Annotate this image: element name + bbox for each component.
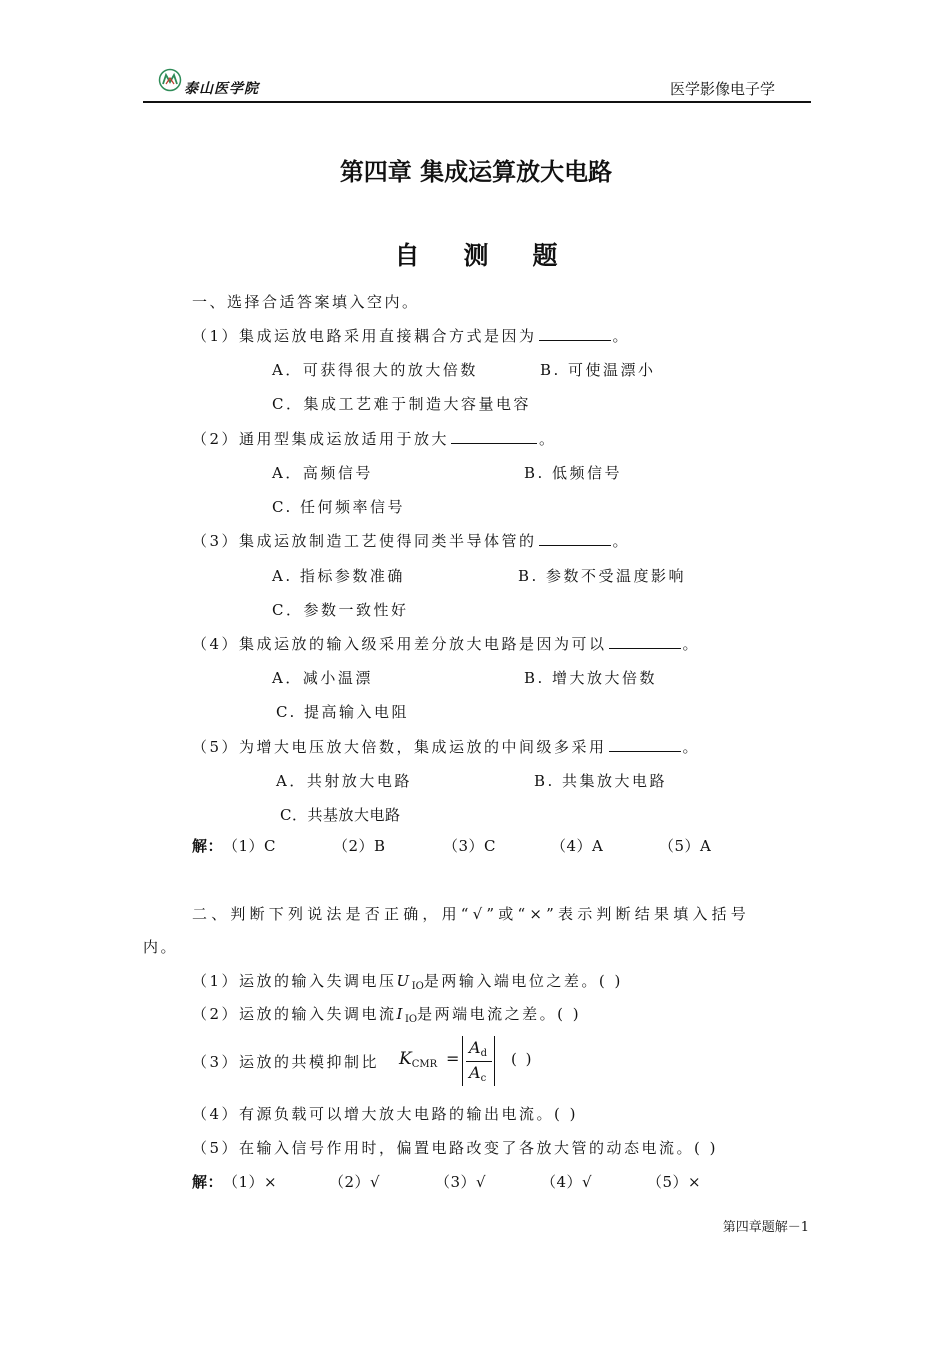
answer-blank	[609, 736, 681, 752]
school-logo-icon	[158, 68, 182, 92]
option-a: A．共射放大电路	[276, 772, 412, 790]
abs-bar-right	[494, 1036, 495, 1086]
school-name: 泰山医学院	[184, 81, 259, 97]
answer-item: （1）C	[223, 837, 277, 855]
answer-blank	[539, 530, 611, 546]
option-a: A. 指标参数准确	[272, 567, 405, 585]
question-5: （5）为增大电压放大倍数，集成运放的中间级多采用 。	[192, 738, 701, 756]
option-c: C．集成工艺难于制造大容量电容	[272, 395, 531, 413]
formula-numerator: $A_d$	[469, 1038, 487, 1059]
option-a: A．高频信号	[272, 464, 373, 482]
header-divider	[143, 101, 811, 103]
option-b: B. 共集放大电路	[534, 772, 668, 790]
answer-blank	[539, 325, 611, 341]
answer-label: 解：	[192, 1173, 224, 1191]
judge-2: （2）运放的输入失调电流$I_{IO}$是两端电流之差。( )	[192, 1005, 582, 1025]
part2-heading: 二、判断下列说法是否正确，用“√”或“×”表示判断结果填入括号	[192, 905, 751, 923]
answer-item: （2）B	[333, 837, 386, 855]
option-b: B. 低频信号	[524, 464, 623, 482]
judge-parens: ( )	[511, 1050, 534, 1068]
option-c: C．共基放大电路	[280, 806, 401, 824]
formula-denominator: $A_c$	[469, 1063, 487, 1084]
question-3: （3）集成运放制造工艺使得同类半导体管的 。	[192, 532, 631, 550]
part1-heading: 一、选择合适答案填入空内。	[192, 293, 420, 311]
page-footer: 第四章题解－1	[722, 1220, 809, 1235]
option-c: C. 任何频率信号	[272, 498, 405, 516]
chapter-title: 第四章 集成运算放大电路	[339, 158, 613, 186]
option-c: C．参数一致性好	[272, 601, 409, 619]
fraction-line	[466, 1061, 492, 1062]
course-name: 医学影像电子学	[670, 80, 776, 98]
judge-5: （5）在输入信号作用时，偏置电路改变了各放大管的动态电流。( )	[192, 1139, 719, 1157]
option-b: B. 增大放大倍数	[524, 669, 658, 687]
formula-k: $K_{CMR}$	[399, 1049, 438, 1070]
option-b: B. 可使温漂小	[540, 361, 656, 379]
part1-answers	[192, 835, 711, 856]
answer-item: （3）√	[435, 1173, 487, 1191]
option-a: A．减小温漂	[272, 669, 373, 687]
answer-blank	[451, 428, 537, 444]
formula-equals: =	[446, 1049, 460, 1068]
section-title	[0, 236, 952, 272]
part2-answers	[192, 1171, 701, 1192]
option-c: C. 提高输入电阻	[276, 703, 409, 721]
answer-label: 解：	[192, 837, 224, 855]
question-1: （1）集成运放电路采用直接耦合方式是因为 。	[192, 327, 631, 345]
answer-item: （4）A	[551, 837, 604, 855]
judge-1: （1）运放的输入失调电压$U_{IO}$是两输入端电位之差。( )	[192, 972, 623, 992]
section-title-char: 题	[532, 241, 558, 270]
answer-item: （5）A	[659, 837, 712, 855]
option-b: B. 参数不受温度影响	[518, 567, 687, 585]
answer-item: （2）√	[329, 1173, 381, 1191]
answer-item: （5）×	[647, 1173, 702, 1191]
section-title-char: 自	[394, 241, 420, 270]
answer-item: （3）C	[443, 837, 497, 855]
option-a: A．可获得很大的放大倍数	[272, 361, 478, 379]
judge-3: （3）运放的共模抑制比	[192, 1053, 380, 1071]
answer-item: （1）×	[223, 1173, 278, 1191]
abs-bar-left	[462, 1036, 463, 1086]
judge-4: （4）有源负载可以增大放大电路的输出电流。( )	[192, 1105, 579, 1123]
answer-blank	[609, 633, 681, 649]
answer-item: （4）√	[541, 1173, 593, 1191]
section-title-char: 测	[463, 241, 489, 270]
question-2: （2）通用型集成运放适用于放大 。	[192, 430, 557, 448]
part2-heading-cont: 内。	[143, 938, 179, 956]
question-4: （4）集成运放的输入级采用差分放大电路是因为可以 。	[192, 635, 701, 653]
